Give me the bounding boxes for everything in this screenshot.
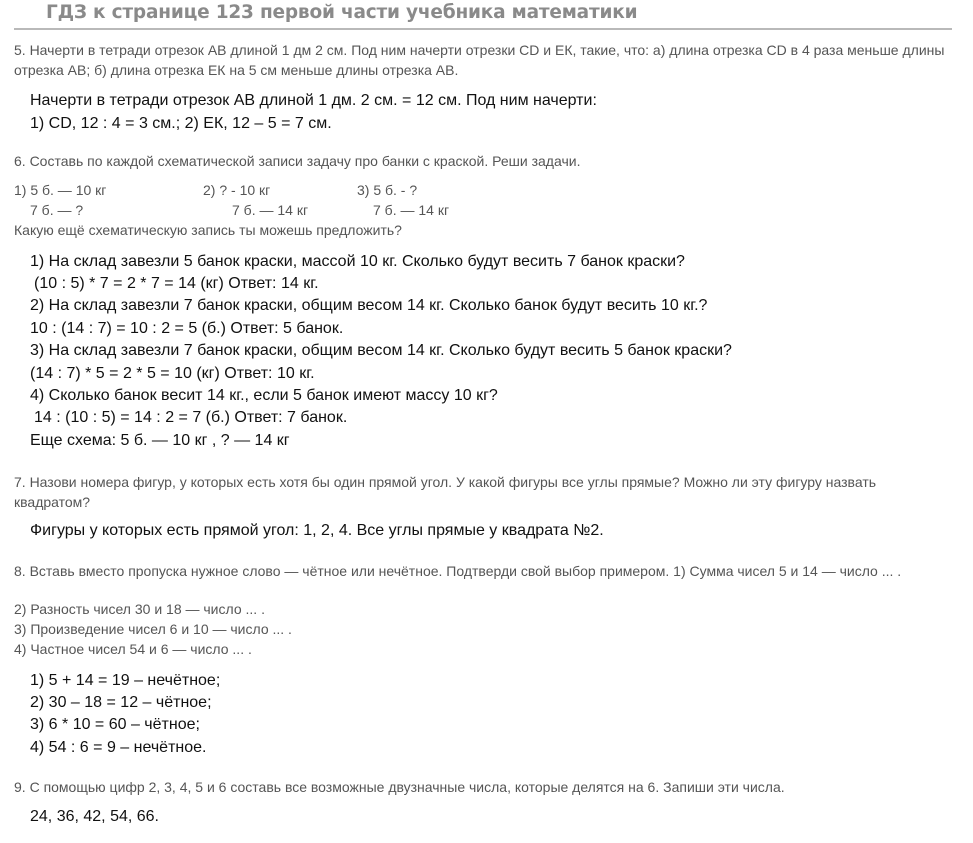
task-8-item-2: 2) Разность чисел 30 и 18 — число ... . — [14, 601, 265, 617]
scheme-3-line-1: 3) 5 б. - ? — [357, 182, 418, 198]
task-6-answer-line-8: 14 : (10 : 5) = 14 : 2 = 7 (б.) Ответ: 7 банок. — [34, 409, 348, 426]
task-5-answer-line-2: 1) CD, 12 : 4 = 3 см.; 2) ЕК, 12 – 5 = 7 см. — [30, 115, 332, 132]
task-6-text: 6. Составь по каждой схематической записи задачу про банки с краской. Реши задачи. — [14, 153, 581, 169]
task-7-answer: Фигуры у которых есть прямой угол: 1, 2, 4. Все углы прямые у квадрата №2. — [30, 522, 604, 539]
task-5-answer-line-1: Начерти в тетради отрезок АВ длиной 1 дм. 2 см. = 12 см. Под ним начерти: — [30, 92, 597, 109]
page-heading: ГДЗ к странице 123 первой части учебника математики — [46, 2, 638, 23]
task-6-answer-line-9: Еще схема: 5 б. — 10 кг , ? — 14 кг — [30, 432, 290, 449]
task-8-answer-line-4: 4) 54 : 6 = 9 – нечётное. — [30, 739, 207, 756]
task-6-answer-line-6: (14 : 7) * 5 = 2 * 5 = 10 (кг) Ответ: 10 кг. — [30, 365, 315, 382]
scheme-2-line-2: 7 б. — 14 кг — [232, 202, 309, 218]
task-6-answer-line-2: (10 : 5) * 7 = 2 * 7 = 14 (кг) Ответ: 14 кг. — [34, 275, 319, 292]
task-9-text: 9. С помощью цифр 2, 3, 4, 5 и 6 составь все возможные двузначные числа, которые делятся на 6. Запиши эти числа. — [14, 779, 785, 795]
task-8-item-3: 3) Произведение чисел 6 и 10 — число ... . — [14, 621, 292, 637]
task-8-answer-line-1: 1) 5 + 14 = 19 – нечётное; — [30, 672, 221, 689]
task-9-answer: 24, 36, 42, 54, 66. — [30, 808, 159, 825]
task-6-answer-line-3: 2) На склад завезли 7 банок краски, общим весом 14 кг. Сколько банок будут весить 10 кг.? — [30, 297, 708, 314]
scheme-1-line-1: 1) 5 б. — 10 кг — [14, 182, 107, 198]
task-8-item-4: 4) Частное чисел 54 и 6 — число ... . — [14, 641, 252, 657]
task-6-answer-line-5: 3) На склад завезли 7 банок краски, общим весом 14 кг. Сколько будут весить 5 банок краски? — [30, 342, 732, 359]
task-5-text: 5. Начерти в тетради отрезок АВ длиной 1 дм 2 см. Под ним начерти отрезки CD и ЕК, такие, что: а) длина отрезка CD в 4 раза меньше длины отрезка АВ; б) длина отрезка ЕК на 5 см меньше длины отрезка АВ. — [14, 42, 945, 78]
task-8-answer-line-2: 2) 30 – 18 = 12 – чётное; — [30, 694, 212, 711]
task-6-answer-line-1: 1) На склад завезли 5 банок краски, массой 10 кг. Сколько будут весить 7 банок краски? — [30, 253, 685, 270]
task-7-text: 7. Назови номера фигур, у которых есть хотя бы один прямой угол. У какой фигуры все углы прямые? Можно ли эту фигуру назвать квадратом? — [14, 474, 877, 510]
scheme-2-line-1: 2) ? - 10 кг — [203, 182, 271, 198]
task-8-answer-line-3: 3) 6 * 10 = 60 – чётное; — [30, 716, 200, 733]
scheme-1-line-2: 7 б. — ? — [30, 202, 84, 218]
task-8-text: 8. Вставь вместо пропуска нужное слово — чётное или нечётное. Подтверди свой выбор примером. 1) Сумма чисел 5 и 14 — число ... . — [14, 563, 902, 579]
heading-divider — [14, 28, 952, 30]
task-6-answer-line-7: 4) Сколько банок весит 14 кг., если 5 банок имеют массу 10 кг? — [30, 387, 498, 404]
task-6-question: Какую ещё схематическую запись ты можешь предложить? — [14, 222, 402, 238]
scheme-3-line-2: 7 б. — 14 кг — [373, 202, 450, 218]
task-6-answer-line-4: 10 : (14 : 7) = 10 : 2 = 5 (б.) Ответ: 5 банок. — [30, 320, 344, 337]
